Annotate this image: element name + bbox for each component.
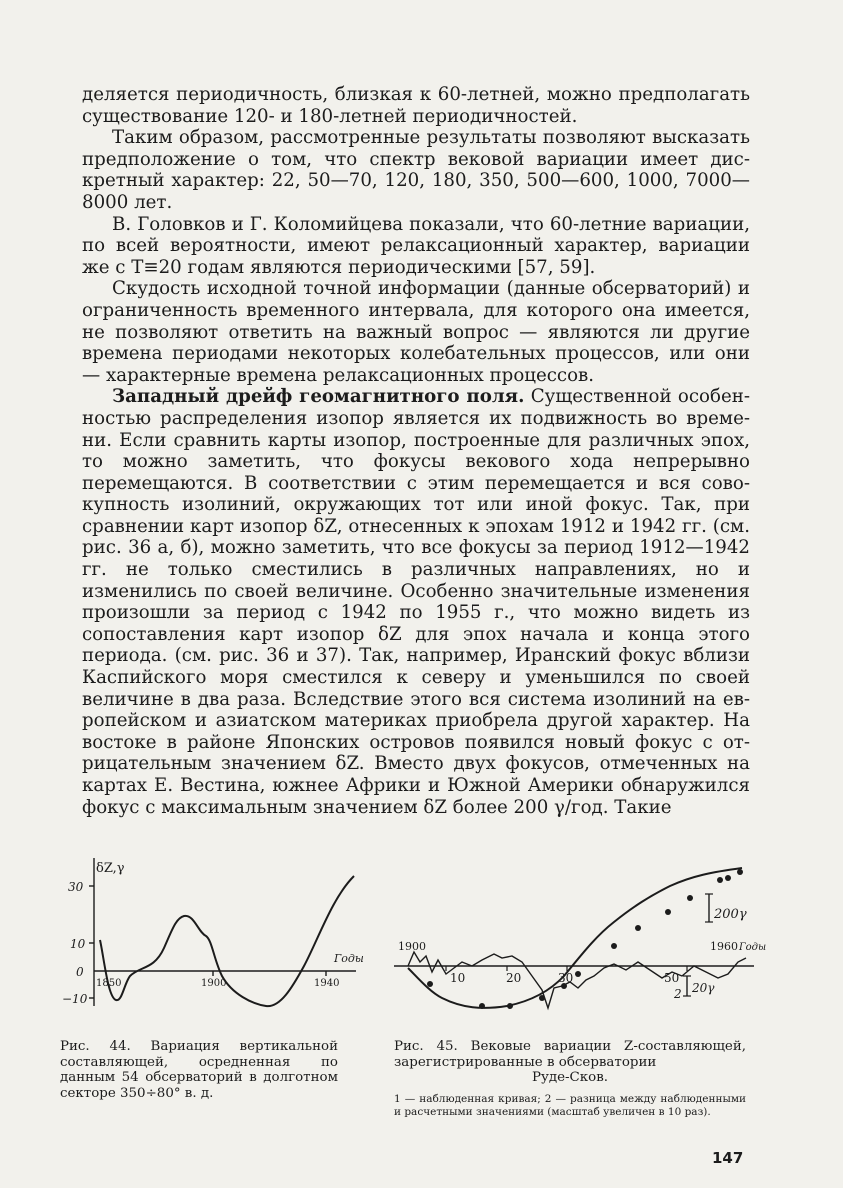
figure-45-caption-main: Рис. 45. Вековые вариации Z-составляющей, зарегистрированные в обсерватории (394, 1039, 746, 1070)
paragraph-2: Таким образом, рассмотренные результаты позволяют высказать предположение о том, что спектр вековой вариации имеет дискретный характер: 22, 50—70, 120, 180, 350, 500—600, 1000, 7000—8000 лет. (82, 127, 750, 213)
fig45-tick-10: 10 (450, 971, 466, 985)
fig45-xlabel: Годы (739, 942, 767, 953)
fig44-ytick-10: 10 (70, 937, 86, 951)
fig45-scale-200: 200γ (714, 907, 747, 922)
fig44-xtick-1900: 1900 (201, 978, 227, 989)
fig45-tick-1960: 1960 (710, 940, 738, 953)
paragraph-1: деляется периодичность, близкая к 60-летней, можно предполагать существование 120- и 180-летней периодичностей. (82, 84, 750, 127)
paragraph-3: В. Головков и Г. Коломийцева показали, что 60-летние вариации, по всей вероятности, имеют релаксационный характер, вариации же с T≡20 годам являются периодическими [57, 59]. (82, 213, 750, 278)
fig44-ytick-0: 0 (76, 965, 84, 979)
figure-45-caption-end: Руде-Сков. (531, 1070, 609, 1085)
fig44-xlabel: Годы (334, 952, 364, 965)
paragraph-4: Скудость исходной точной информации (данные обсерваторий) и ограниченность временного интервала, для которого она имеется, не позволяют ответить на важный вопрос — являются ли другие времена периодами некоторых колебательных процессов, или они — характерные времена релаксационных процессов. (82, 278, 750, 386)
fig45-scale-20: 20γ (692, 981, 715, 995)
section-run-in-heading: Западный дрейф геомагнитного поля. (112, 386, 525, 408)
figure-45-plot (382, 858, 767, 1018)
body-text (82, 84, 750, 818)
fig45-tick-20: 20 (506, 971, 522, 985)
fig44-xtick-1940: 1940 (314, 978, 340, 989)
figure-45-caption (394, 1039, 746, 1086)
paragraph-5-body: Существенной особенностью распределения изопор является их подвижность во времени. Если сравнить карты изопор, построенные для различных эпох, то можно заметить, что фокусы векового хода непрерывно перемещаются. В соответствии с этим перемещается и вся совокупность изолиний, окружающих тот или иной фокус. Так, при сравнении карт изопор δZ, отнесенных к эпохам 1912 и 1942 гг. (см. рис. 36 а, б), можно заметить, что все фокусы за период 1912—1942 гг. не только сместились в различных направлениях, но и изменились по своей величине. Особенно значительные изменения произошли за период с 1942 по 1955 г., что можно видеть из сопоставления карт изопор δZ для эпох начала и конца этого периода. (см. рис. 36 и 37). Так, например, Иранский фокус вблизи Каспийского моря сместился к северу и уменьшился по своей величине в два раза. Вследствие этого вся система изолиний на европейском и азиатском материках приобрела другой характер. На востоке в районе Японских островов появился новый фокус с отрицательным значением δZ. Вместо двух фокусов, отмеченных на картах Е. Вестина, южнее Африки и Южной Америки обнаружился фокус с максимальным значением δZ более 200 γ/год. Такие (82, 386, 750, 818)
fig44-ylabel: δZ,γ (96, 861, 125, 876)
fig45-tick-1900: 1900 (398, 940, 426, 953)
fig44-ytick-neg10: −10 (62, 992, 88, 1006)
fig44-xtick-1850: 1850 (96, 978, 122, 989)
figure-45-legend-note: 1 — наблюденная кривая; 2 — разница между наблюденными и расчетными значениями (масштаб увеличен в 10 раз). (394, 1093, 746, 1118)
figure-44-caption: Рис. 44. Вариация вертикальной составляющей, осредненная по данным 54 обсерваторий в долготном секторе 350÷80° в. д. (60, 1039, 338, 1101)
page-number: 147 (712, 1149, 744, 1167)
fig45-curve-2-label: 2 (674, 987, 682, 1001)
figure-44-plot (56, 848, 368, 1018)
fig44-ytick-30: 30 (68, 880, 84, 894)
fig45-tick-30: 30 (558, 971, 574, 985)
paragraph-5 (82, 386, 750, 818)
fig45-tick-50: 50 (664, 971, 680, 985)
